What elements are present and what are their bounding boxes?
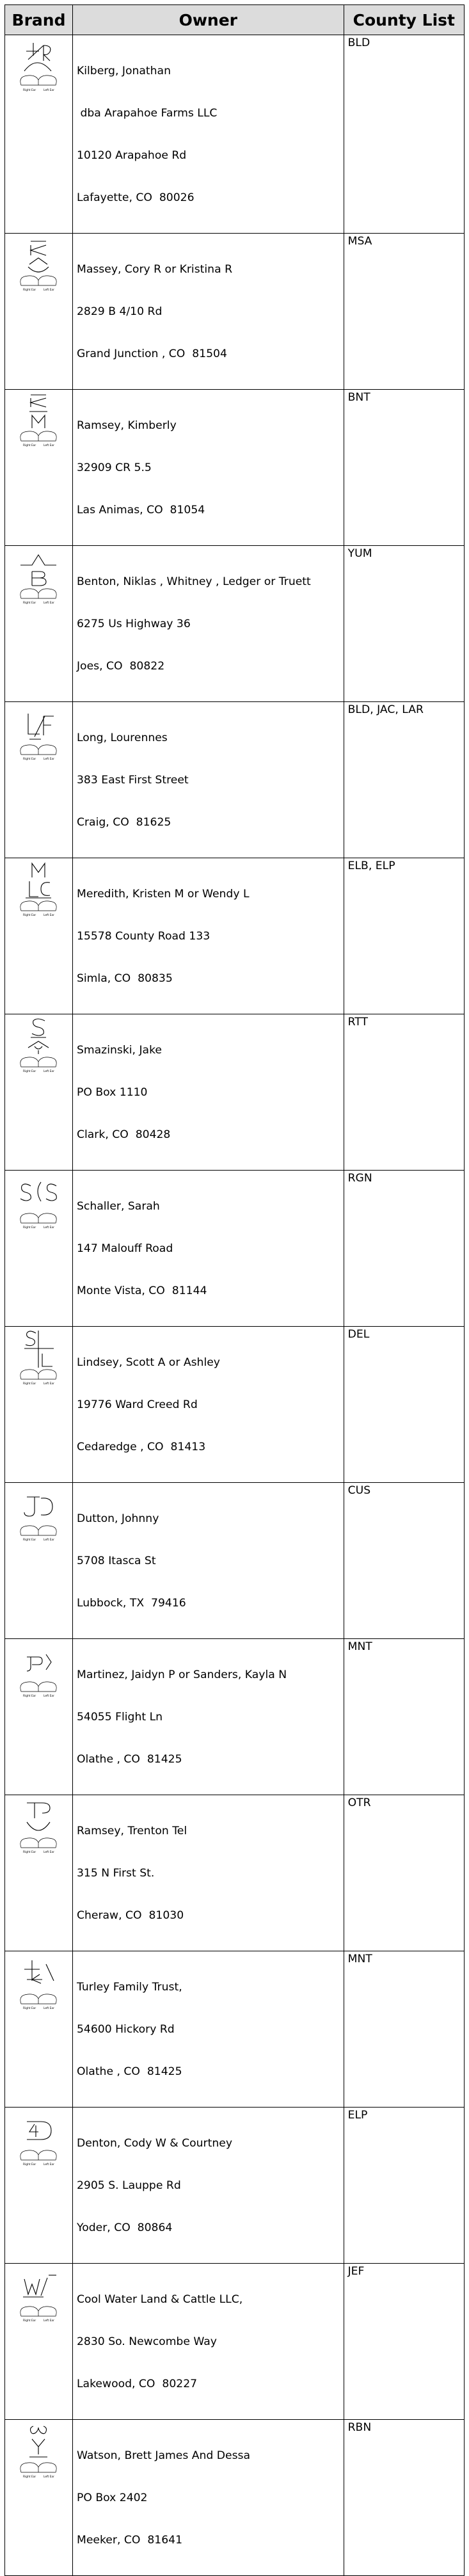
brand-cell: [5, 1483, 73, 1639]
owner-name: Kilberg, Jonathan: [76, 65, 171, 77]
owner-street: 19776 Ward Creed Rd: [76, 1398, 198, 1411]
owner-city: Olathe , CO 81425: [76, 1753, 182, 1766]
county-cell: ELP: [344, 2108, 464, 2264]
owner-street: PO Box 1110: [76, 1086, 148, 1099]
brand-table: [4, 4, 465, 2576]
owner-city: Lubbock, TX 79416: [76, 1597, 186, 1610]
right-ear-label: Right Ear: [23, 2007, 36, 2010]
county-cell: BLD, JAC, LAR: [344, 702, 464, 858]
owner-name: Ramsey, Kimberly: [76, 419, 177, 432]
owner-city: Craig, CO 81625: [76, 816, 171, 829]
county-cell: RGN: [344, 1171, 464, 1327]
owner-street: 10120 Arapahoe Rd: [76, 149, 187, 162]
county-cell: DEL: [344, 1327, 464, 1483]
owner-city: Cedaredge , CO 81413: [76, 1441, 206, 1453]
county-cell: RBN: [344, 2420, 464, 2576]
owner-name: Benton, Niklas , Whitney , Ledger or Truett: [76, 575, 311, 588]
table-row: [5, 546, 465, 702]
brand-cell: [5, 1014, 73, 1171]
owner-street: 2829 B 4/10 Rd: [76, 305, 163, 318]
owner-street: 383 East First Street: [76, 774, 189, 787]
brand-column-header: Brand: [5, 5, 73, 35]
owner-cell: [72, 858, 344, 1014]
county-column-header: County List: [344, 5, 464, 35]
right-ear-label: Right Ear: [23, 2319, 36, 2323]
brand-meredith-icon: [5, 858, 72, 917]
table-row: [5, 390, 465, 546]
owner-city: Cheraw, CO 81030: [76, 1909, 184, 1922]
owner-street: 15578 County Road 133: [76, 930, 211, 943]
owner-column-header: Owner: [72, 5, 344, 35]
brand-cell: [5, 2108, 73, 2264]
owner-street: 5708 Itasca St: [76, 1555, 156, 1567]
brand-cell: [5, 1327, 73, 1483]
owner-name: Massey, Cory R or Kristina R: [76, 263, 233, 276]
brand-schaller-icon: [5, 1171, 72, 1229]
county-cell: YUM: [344, 546, 464, 702]
right-ear-label: Right Ear: [23, 444, 36, 447]
owner-name: Turley Family Trust,: [76, 1981, 182, 1994]
table-row: [5, 1171, 465, 1327]
right-ear-label: Right Ear: [23, 1382, 36, 1386]
right-ear-label: Right Ear: [23, 914, 36, 917]
brand-turley-icon: [5, 1951, 72, 2010]
owner-name: Meredith, Kristen M or Wendy L: [76, 888, 250, 900]
brand-cell: [5, 2420, 73, 2576]
owner-city: Lakewood, CO 80227: [76, 2378, 198, 2390]
county-cell: RTT: [344, 1014, 464, 1171]
owner-city: Joes, CO 80822: [76, 660, 165, 673]
owner-street: 32909 CR 5.5: [76, 461, 152, 474]
county-cell: BLD: [344, 35, 464, 234]
table-header-row: [5, 5, 465, 35]
brand-watson-icon: [5, 2420, 72, 2479]
left-ear-label: Left Ear: [44, 1382, 54, 1386]
table-row: [5, 2108, 465, 2264]
brand-cell: [5, 1171, 73, 1327]
owner-cell: [72, 546, 344, 702]
owner-street: 315 N First St.: [76, 1867, 155, 1880]
table-row: [5, 702, 465, 858]
right-ear-label: Right Ear: [23, 758, 36, 761]
table-row: [5, 1327, 465, 1483]
owner-cell: [72, 1327, 344, 1483]
owner-name: Dutton, Johnny: [76, 1512, 159, 1525]
brand-massey-icon: [5, 234, 72, 292]
owner-dba: dba Arapahoe Farms LLC: [76, 107, 218, 120]
owner-street: 2830 So. Newcombe Way: [76, 2335, 217, 2348]
brand-cell: [5, 702, 73, 858]
county-cell: JEF: [344, 2264, 464, 2420]
left-ear-label: Left Ear: [44, 444, 54, 447]
left-ear-label: Left Ear: [44, 2007, 54, 2010]
table-row: [5, 35, 465, 234]
owner-street: 54600 Hickory Rd: [76, 2023, 175, 2036]
owner-name: Ramsey, Trenton Tel: [76, 1825, 187, 1837]
brand-lindsey-icon: [5, 1327, 72, 1386]
table-row: [5, 1951, 465, 2108]
county-cell: MSA: [344, 234, 464, 390]
brand-cell: [5, 35, 73, 234]
owner-name: Long, Lourennes: [76, 732, 168, 744]
owner-city: Monte Vista, CO 81144: [76, 1284, 207, 1297]
county-cell: MNT: [344, 1951, 464, 2108]
right-ear-label: Right Ear: [23, 602, 36, 605]
brand-smazinski-icon: [5, 1014, 72, 1073]
owner-cell: [72, 390, 344, 546]
right-ear-label: Right Ear: [23, 2476, 36, 2479]
brand-denton-icon: [5, 2108, 72, 2166]
owner-street: 2905 S. Lauppe Rd: [76, 2179, 181, 2192]
brand-cell: [5, 858, 73, 1014]
left-ear-label: Left Ear: [44, 758, 54, 761]
owner-cell: [72, 2420, 344, 2576]
left-ear-label: Left Ear: [44, 1070, 54, 1073]
owner-cell: [72, 1483, 344, 1639]
owner-city: Lafayette, CO 80026: [76, 191, 195, 204]
county-cell: OTR: [344, 1795, 464, 1951]
right-ear-label: Right Ear: [23, 1070, 36, 1073]
brand-cell: [5, 1639, 73, 1795]
owner-name: Schaller, Sarah: [76, 1200, 160, 1213]
brand-cell: [5, 1795, 73, 1951]
owner-name: Denton, Cody W & Courtney: [76, 2137, 233, 2150]
left-ear-label: Left Ear: [44, 914, 54, 917]
brand-ramsey-kimberly-icon: [5, 390, 72, 449]
brand-cell: [5, 1951, 73, 2108]
owner-name: Watson, Brett James And Dessa: [76, 2449, 251, 2462]
left-ear-label: Left Ear: [44, 1539, 54, 1542]
owner-street: 147 Malouff Road: [76, 1242, 173, 1255]
left-ear-label: Left Ear: [44, 602, 54, 605]
owner-city: Meeker, CO 81641: [76, 2534, 183, 2547]
owner-cell: [72, 1795, 344, 1951]
owner-name: Lindsey, Scott A or Ashley: [76, 1356, 220, 1369]
owner-cell: [72, 702, 344, 858]
owner-city: Clark, CO 80428: [76, 1128, 171, 1141]
owner-cell: [72, 1639, 344, 1795]
table-row: [5, 2264, 465, 2420]
table-row: [5, 1014, 465, 1171]
county-cell: MNT: [344, 1639, 464, 1795]
brand-martinez-icon: [5, 1639, 72, 1698]
table-row: [5, 1795, 465, 1951]
owner-city: Simla, CO 80835: [76, 972, 173, 985]
right-ear-label: Right Ear: [23, 89, 36, 92]
left-ear-label: Left Ear: [44, 89, 54, 92]
owner-cell: [72, 1171, 344, 1327]
left-ear-label: Left Ear: [44, 1851, 54, 1854]
owner-name: Smazinski, Jake: [76, 1044, 162, 1057]
left-ear-label: Left Ear: [44, 2319, 54, 2323]
county-cell: CUS: [344, 1483, 464, 1639]
left-ear-label: Left Ear: [44, 2163, 54, 2166]
county-cell: BNT: [344, 390, 464, 546]
owner-name: Cool Water Land & Cattle LLC,: [76, 2293, 243, 2306]
owner-street: 6275 Us Highway 36: [76, 618, 191, 630]
brand-cool-water-icon: [5, 2264, 72, 2323]
brand-cell: [5, 234, 73, 390]
owner-city: Olathe , CO 81425: [76, 2065, 182, 2078]
right-ear-label: Right Ear: [23, 1851, 36, 1854]
owner-city: Yoder, CO 80864: [76, 2221, 173, 2234]
left-ear-label: Left Ear: [44, 1226, 54, 1229]
table-row: [5, 1639, 465, 1795]
brand-benton-icon: [5, 546, 72, 605]
table-row: [5, 234, 465, 390]
right-ear-label: Right Ear: [23, 1226, 36, 1229]
brand-long-icon: [5, 702, 72, 761]
owner-cell: [72, 2264, 344, 2420]
owner-cell: [72, 1014, 344, 1171]
brand-cell: [5, 2264, 73, 2420]
brand-ramsey-trenton-icon: [5, 1795, 72, 1854]
left-ear-label: Left Ear: [44, 2476, 54, 2479]
owner-name: Martinez, Jaidyn P or Sanders, Kayla N: [76, 1668, 287, 1681]
right-ear-label: Right Ear: [23, 1695, 36, 1698]
owner-cell: [72, 35, 344, 234]
brand-kilberg-icon: [5, 35, 72, 94]
table-row: [5, 1483, 465, 1639]
owner-city: Grand Junction , CO 81504: [76, 348, 227, 360]
owner-cell: [72, 1951, 344, 2108]
brand-dutton-icon: [5, 1483, 72, 1542]
owner-cell: [72, 234, 344, 390]
table-row: [5, 858, 465, 1014]
owner-cell: [72, 2108, 344, 2264]
brand-cell: [5, 390, 73, 546]
left-ear-label: Left Ear: [44, 289, 54, 292]
brand-cell: [5, 546, 73, 702]
owner-street: PO Box 2402: [76, 2492, 148, 2504]
right-ear-label: Right Ear: [23, 2163, 36, 2166]
right-ear-label: Right Ear: [23, 289, 36, 292]
left-ear-label: Left Ear: [44, 1695, 54, 1698]
owner-city: Las Animas, CO 81054: [76, 504, 205, 516]
county-cell: ELB, ELP: [344, 858, 464, 1014]
right-ear-label: Right Ear: [23, 1539, 36, 1542]
table-row: [5, 2420, 465, 2576]
owner-street: 54055 Flight Ln: [76, 1711, 163, 1724]
